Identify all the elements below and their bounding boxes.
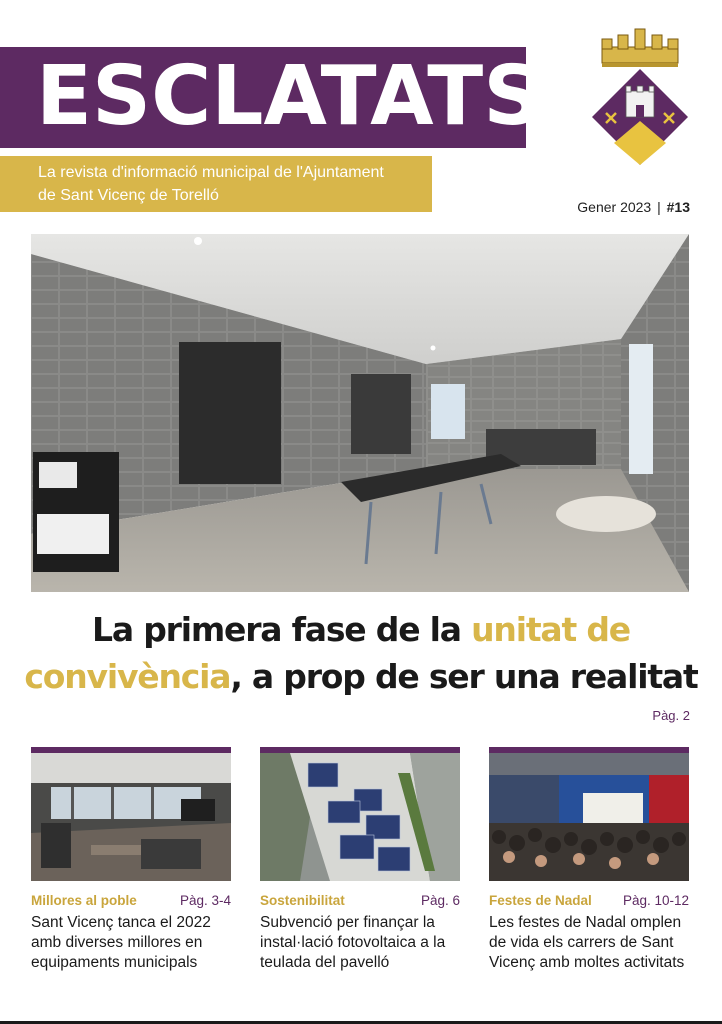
article-category: Sostenibilitat [260, 893, 345, 908]
headline-line-1 [0, 606, 722, 653]
subtitle-line-2: de Sant Vicenç de Torelló [38, 187, 219, 204]
article-card-sostenibilitat[interactable] [260, 747, 460, 973]
issue-info [577, 199, 690, 215]
subtitle-line-1: La revista d'informació municipal de l'Ajuntament [38, 164, 384, 181]
headline-highlight-2: convivència [24, 657, 231, 696]
article-photo-solar-roof [260, 753, 460, 881]
cover-headline [0, 606, 722, 700]
article-card-festes[interactable] [489, 747, 689, 973]
article-photo-office [31, 753, 231, 881]
article-photo-crowd [489, 753, 689, 881]
headline-highlight-1: unitat de [471, 610, 630, 649]
headline-text-1: La primera fase de la [92, 610, 472, 649]
article-summary: Subvenció per finançar la instal·lació fotovoltaica a la teulada del pavelló [260, 914, 446, 971]
article-summary: Les festes de Nadal omplen de vida els carrers de Sant Vicenç amb moltes activitats [489, 914, 685, 971]
cover-photo [31, 234, 689, 592]
article-page: Pàg. 10-12 [622, 893, 689, 908]
issue-separator: | [657, 199, 661, 215]
cover-story-page: Pàg. 2 [652, 708, 690, 723]
subtitle-band [0, 156, 432, 212]
article-card-millores[interactable] [31, 747, 231, 973]
headline-line-2 [0, 653, 722, 700]
article-page: Pàg. 6 [420, 893, 460, 908]
headline-text-2: , a prop de ser una realitat [230, 657, 698, 696]
magazine-title: ESCLATATS [36, 49, 543, 144]
issue-number: #13 [666, 199, 690, 215]
issue-date: Gener 2023 [577, 199, 652, 215]
masthead-band [0, 47, 543, 148]
article-summary: Sant Vicenç tanca el 2022 amb diverses millores en equipaments municipals [31, 914, 211, 971]
article-category: Festes de Nadal [489, 893, 592, 908]
article-page: Pàg. 3-4 [179, 893, 231, 908]
article-category: Millores al poble [31, 893, 137, 908]
municipal-crest-icon [590, 25, 690, 165]
